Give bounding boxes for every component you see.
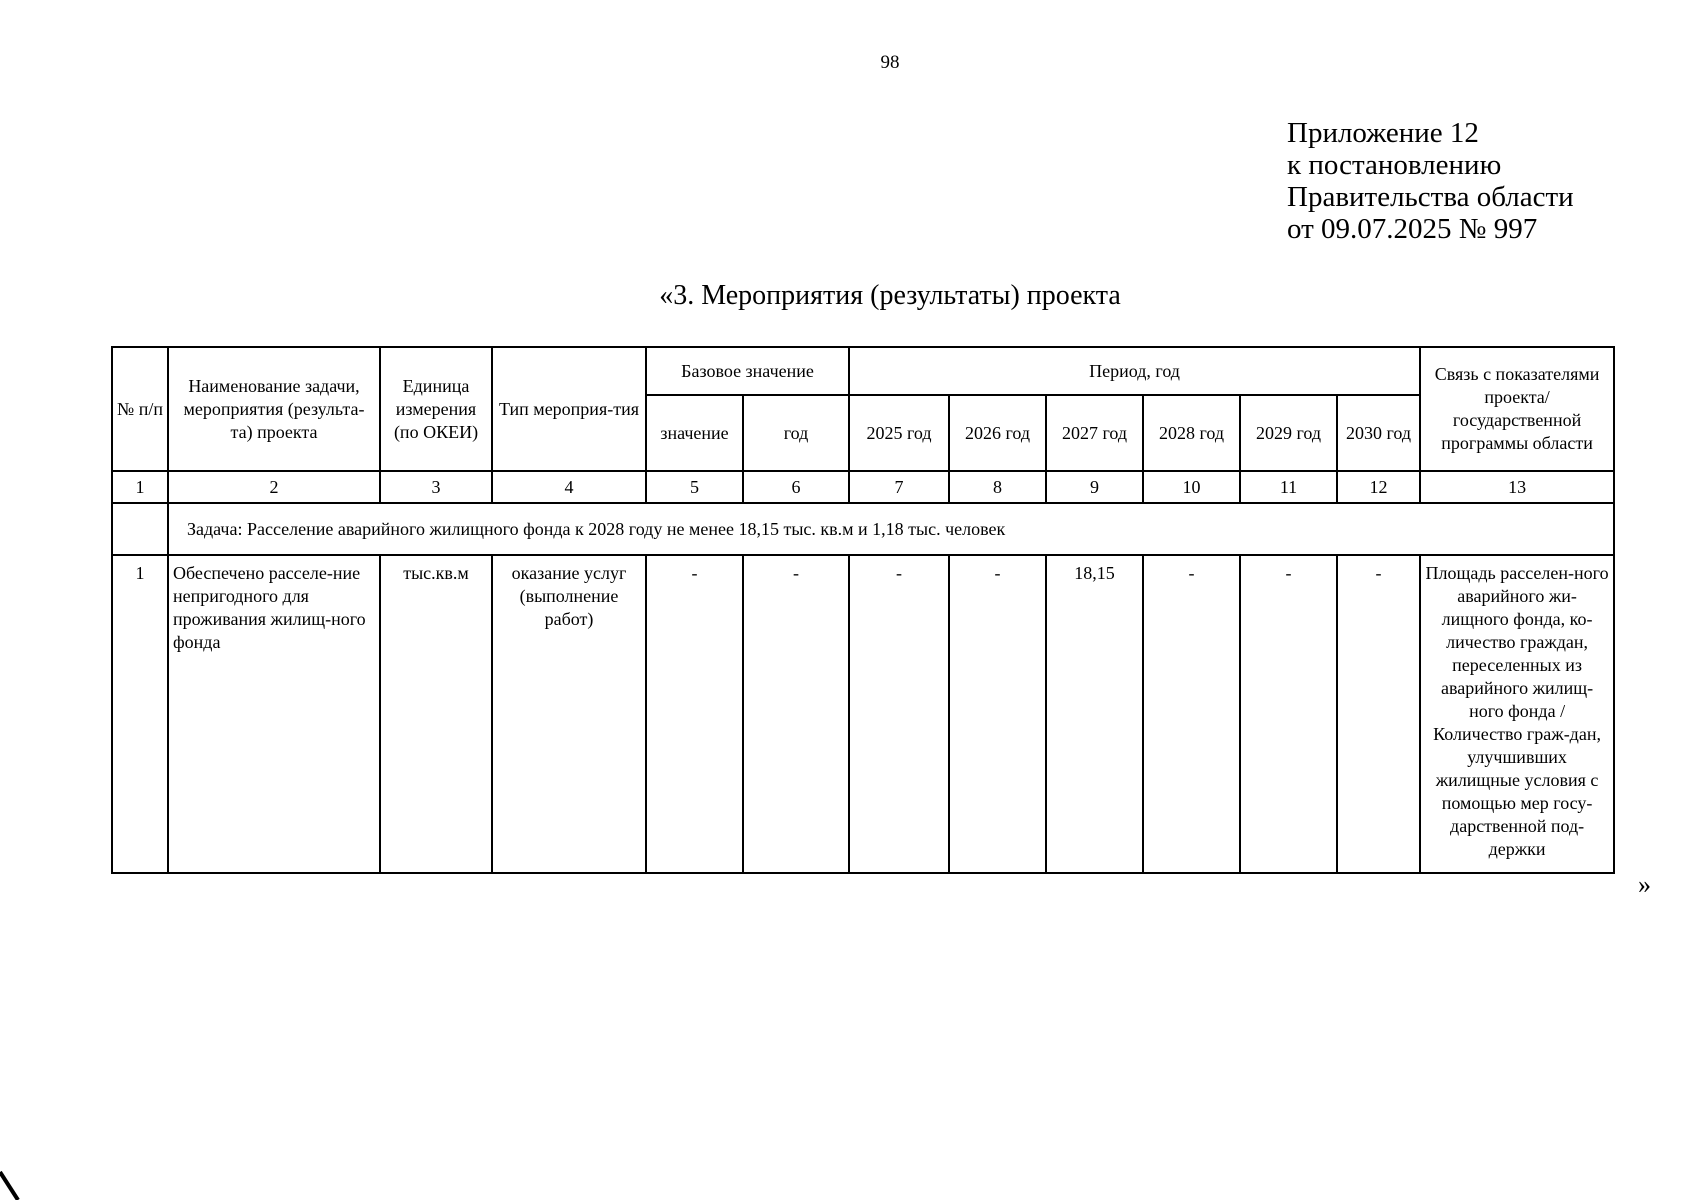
row-link: Площадь расселен-ного аварийного жи-лищного фонда, ко-личество граждан, переселенных из аварийного жилищ-ного фонда /Количество граж-дан, улучшивших жилищные условия с помощью мер госу-дарственной под-держки [1420, 555, 1614, 873]
column-number: 5 [646, 471, 743, 503]
section-title: «3. Мероприятия (результаты) проекта [659, 280, 1121, 311]
appendix-line-2: к постановлению [1287, 149, 1502, 181]
header-period-group: Период, год [849, 347, 1420, 395]
header-row-top [112, 347, 1614, 395]
page-number: 98 [880, 52, 900, 73]
results-table [111, 346, 1615, 874]
column-number: 9 [1046, 471, 1143, 503]
row-name: Обеспечено расселе-ние непригодного для проживания жилищ-ного фонда [168, 555, 380, 873]
task-num-cell [112, 503, 168, 555]
header-num: № п/п [112, 347, 168, 471]
scan-edge-mark [0, 1170, 30, 1200]
header-year-2026: 2026 год [949, 395, 1046, 471]
header-type: Тип мероприя-тия [492, 347, 646, 471]
header-link: Связь с показателями проекта/ государственной программы области [1420, 347, 1614, 471]
column-number: 13 [1420, 471, 1614, 503]
appendix-line-3: Правительства области [1287, 181, 1574, 213]
row-year-2030: - [1337, 555, 1420, 873]
column-number: 11 [1240, 471, 1337, 503]
header-year-2027: 2027 год [1046, 395, 1143, 471]
header-base-value: значение [646, 395, 743, 471]
header-year-2030: 2030 год [1337, 395, 1420, 471]
header-year-2028: 2028 год [1143, 395, 1240, 471]
header-year-2029: 2029 год [1240, 395, 1337, 471]
row-base-year: - [743, 555, 849, 873]
row-year-2026: - [949, 555, 1046, 873]
column-number: 3 [380, 471, 492, 503]
column-number-row [112, 471, 1614, 503]
column-number: 4 [492, 471, 646, 503]
row-num: 1 [112, 555, 168, 873]
column-number: 1 [112, 471, 168, 503]
column-number: 8 [949, 471, 1046, 503]
table-row [112, 555, 1614, 873]
header-name: Наименование задачи, мероприятия (результа-та) проекта [168, 347, 380, 471]
task-row [112, 503, 1614, 555]
header-unit: Единица измерения (по ОКЕИ) [380, 347, 492, 471]
row-year-2029: - [1240, 555, 1337, 873]
column-number: 2 [168, 471, 380, 503]
appendix-line-1: Приложение 12 [1287, 117, 1479, 149]
row-year-2025: - [849, 555, 949, 873]
header-base-year: год [743, 395, 849, 471]
appendix-reference [1287, 117, 1574, 245]
column-number: 6 [743, 471, 849, 503]
column-number: 10 [1143, 471, 1240, 503]
row-year-2027: 18,15 [1046, 555, 1143, 873]
row-type: оказание услуг (выполнение работ) [492, 555, 646, 873]
row-year-2028: - [1143, 555, 1240, 873]
header-base-group: Базовое значение [646, 347, 849, 395]
task-text: Задача: Расселение аварийного жилищного фонда к 2028 году не менее 18,15 тыс. кв.м и 1,18 тыс. человек [168, 503, 1614, 555]
header-year-2025: 2025 год [849, 395, 949, 471]
appendix-line-4: от 09.07.2025 № 997 [1287, 213, 1538, 245]
row-base-value: - [646, 555, 743, 873]
row-unit: тыс.кв.м [380, 555, 492, 873]
column-number: 7 [849, 471, 949, 503]
column-number: 12 [1337, 471, 1420, 503]
closing-quote: » [1638, 870, 1651, 899]
